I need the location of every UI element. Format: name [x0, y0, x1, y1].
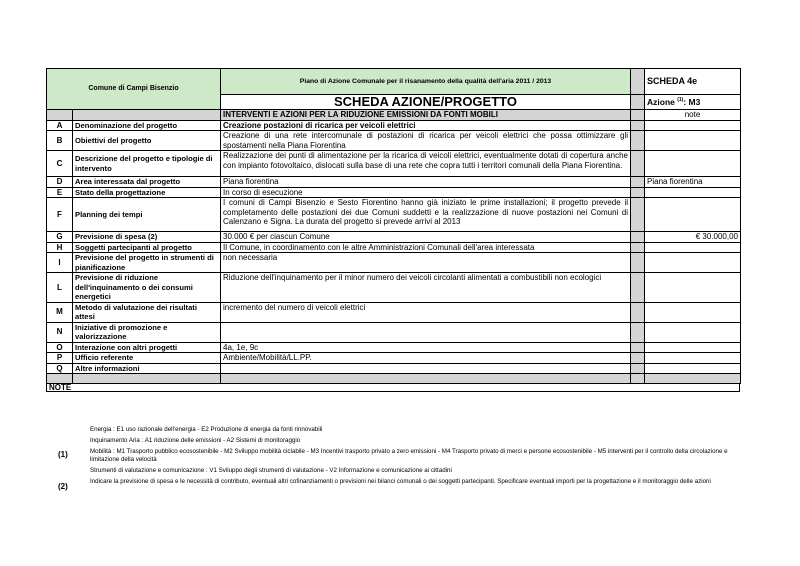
table-row	[47, 253, 741, 273]
row-label: Ufficio referente	[73, 353, 221, 364]
row-letter: N	[47, 322, 73, 342]
row-label: Iniziative di promozione e valorizzazione	[73, 322, 221, 342]
row-note: € 30.000,00	[645, 232, 741, 243]
row-label: Previsione di spesa (2)	[73, 232, 221, 243]
row-letter: P	[47, 353, 73, 364]
row-value: In corso di esecuzione	[221, 187, 631, 198]
row-value: Ambiente/Mobilità/LL.PP.	[221, 353, 631, 364]
row-note	[645, 120, 741, 131]
row-letter: E	[47, 187, 73, 198]
table-row	[47, 342, 741, 353]
row-value	[221, 322, 631, 342]
scheda-code: SCHEDA 4e	[645, 69, 741, 95]
table-row	[47, 353, 741, 364]
section-title: INTERVENTI E AZIONI PER LA RIDUZIONE EMISSIONI DA FONTI MOBILI	[221, 110, 631, 121]
gap-cell	[631, 110, 645, 121]
footnote-energia-text: Energia : E1 uso razionale dell'energia - E2 Produzione di energia da fonti rinnovabili	[90, 426, 323, 433]
gap-cell	[631, 177, 645, 188]
row-value: 4a, 1e, 9c	[221, 342, 631, 353]
row-letter: H	[47, 242, 73, 253]
table-row	[47, 151, 741, 177]
row-note	[645, 187, 741, 198]
row-value: Creazione postazioni di ricarica per veicoli elettrici	[221, 120, 631, 131]
table-row	[47, 198, 741, 232]
gap-cell	[631, 198, 645, 232]
table-row	[47, 187, 741, 198]
row-letter: B	[47, 131, 73, 151]
row-letter: Q	[47, 363, 73, 374]
row-letter: A	[47, 120, 73, 131]
row-letter: D	[47, 177, 73, 188]
row-value: Creazione di una rete intercomunale di postazioni di ricarica per veicoli elettrici che possa ottimizzare gli spostamenti nella Piana Fiorentina	[221, 131, 631, 151]
note-column-header: note	[645, 110, 741, 121]
notes-label: NOTE	[49, 383, 72, 392]
row-note	[645, 253, 741, 273]
blank-cell	[73, 374, 221, 384]
blank-cell	[47, 374, 73, 384]
row-note	[645, 131, 741, 151]
row-label: Interazione con altri progetti	[73, 342, 221, 353]
row-value	[221, 363, 631, 374]
gap-cell	[631, 131, 645, 151]
table-row	[47, 177, 741, 188]
footnote-inquinamento: Inquinamento Aria : A1 riduzione delle emissioni - A2 Sistemi di monitoraggio	[90, 437, 301, 444]
table-row	[47, 322, 741, 342]
gap-cell	[631, 69, 645, 95]
row-note	[645, 363, 741, 374]
gap-cell	[631, 342, 645, 353]
row-value: incremento del numero di veicoli elettrici	[221, 302, 631, 322]
blank-cell	[221, 374, 631, 384]
gap-cell	[631, 120, 645, 131]
row-note	[645, 198, 741, 232]
footnote-strumenti: Strumenti di valutazione e comunicazione : V1 Sviluppo degli strumenti di valutazione - V2 Informazione e comunicazione ai cittadini	[90, 467, 452, 474]
azione-code	[645, 95, 741, 110]
row-note	[645, 273, 741, 303]
row-letter: L	[47, 273, 73, 303]
row-note	[645, 353, 741, 364]
gap-cell	[631, 95, 645, 110]
row-value: Il Comune, in coordinamento con le altre Amministrazioni Comunali dell'area interessata	[221, 242, 631, 253]
row-label: Obiettivi del progetto	[73, 131, 221, 151]
gap-cell	[631, 253, 645, 273]
azione-value: : M3	[683, 97, 701, 108]
row-value: Riduzione dell'inquinamento per il minor numero dei veicoli circolanti alimentati a combustibili non ecologici	[221, 273, 631, 303]
row-note	[645, 242, 741, 253]
notes-bar	[46, 384, 740, 392]
row-letter: F	[47, 198, 73, 232]
blank-cell	[47, 110, 73, 121]
row-letter: G	[47, 232, 73, 243]
row-note	[645, 302, 741, 322]
gap-cell	[631, 363, 645, 374]
scheda-sheet	[46, 68, 741, 392]
gap-cell	[631, 273, 645, 303]
footnote-number-1: (1)	[58, 450, 68, 459]
table-row-blank	[47, 374, 741, 384]
table-row	[47, 232, 741, 243]
row-label: Denominazione del progetto	[73, 120, 221, 131]
footnote-mobilita: Mobilità : M1 Trasporto pubblico ecosostenibile - M2 Sviluppo mobilità ciclabile - M3 Incentivi trasporto privato a zero emissioni - M4 Trasporto privato di merci e persone ecosostenibile - M5 interventi per il controllo della circolazione e limitazione della velocità	[90, 448, 728, 463]
row-note	[645, 151, 741, 177]
footnote-spesa: Indicare la previsione di spesa e le necessità di contributo, eventuali altri cofinanziamenti o previsioni nei bilanci comunali o dei soggetti partecipanti. Specificare eventuali importi per la progettazione e il monitoraggio delle azioni	[90, 478, 711, 485]
table-row	[47, 302, 741, 322]
row-note	[645, 322, 741, 342]
gap-cell	[631, 151, 645, 177]
row-letter: I	[47, 253, 73, 273]
row-label: Previsione di riduzione dell'inquinamento o dei consumi energetici	[73, 273, 221, 303]
gap-cell	[631, 353, 645, 364]
row-value: I comuni di Campi Bisenzio e Sesto Fiorentino hanno già iniziato le prime installazioni; il progetto prevede il completamento delle postazioni dei due Comuni suddetti e la realizzazione di nuove postazioni nei Comuni di Calenzano e Signa. La durata del progetto si prevede arrivi al 2013	[221, 198, 631, 232]
row-value: non necessaria	[221, 253, 631, 273]
table-row	[47, 120, 741, 131]
gap-cell	[631, 187, 645, 198]
table-row	[47, 242, 741, 253]
footnote-number-2: (2)	[58, 482, 68, 491]
gap-cell	[631, 322, 645, 342]
row-value: Realizzazione dei punti di alimentazione per la ricarica di veicoli elettrici, eventualmente dotati di copertura anche con impianto fotovoltaico, dislocati sulla base di una rete che copra tutti i territori comunali della Piana Fiorentina.	[221, 151, 631, 177]
row-label: Stato della progettazione	[73, 187, 221, 198]
table-row	[47, 273, 741, 303]
table-row	[47, 131, 741, 151]
row-value: Piana fiorentina	[221, 177, 631, 188]
row-label: Descrizione del progetto e tipologie di intervento	[73, 151, 221, 177]
row-label: Planning dei tempi	[73, 198, 221, 232]
row-letter: M	[47, 302, 73, 322]
row-note: Piana fiorentina	[645, 177, 741, 188]
table-row	[47, 363, 741, 374]
blank-cell	[73, 110, 221, 121]
plan-title: Piano di Azione Comunale per il risanamento della qualità dell'aria 2011 / 2013	[221, 69, 631, 95]
azione-sup: (1)	[677, 97, 684, 104]
gap-cell	[631, 242, 645, 253]
row-letter: O	[47, 342, 73, 353]
row-label: Altre informazioni	[73, 363, 221, 374]
blank-cell	[645, 374, 741, 384]
row-value: 30.000 € per ciascun Comune	[221, 232, 631, 243]
row-label: Previsione del progetto in strumenti di pianificazione	[73, 253, 221, 273]
gap-cell	[631, 302, 645, 322]
row-label: Area interessata dal progetto	[73, 177, 221, 188]
row-note	[645, 342, 741, 353]
org-name: Comune di Campi Bisenzio	[47, 69, 221, 110]
blank-cell	[631, 374, 645, 384]
row-label: Soggetti partecipanti al progetto	[73, 242, 221, 253]
scheda-table	[46, 68, 741, 384]
azione-label: Azione	[647, 97, 678, 108]
row-label: Metodo di valutazione dei risultati attesi	[73, 302, 221, 322]
page-title: SCHEDA AZIONE/PROGETTO	[221, 95, 631, 110]
row-letter: C	[47, 151, 73, 177]
gap-cell	[631, 232, 645, 243]
